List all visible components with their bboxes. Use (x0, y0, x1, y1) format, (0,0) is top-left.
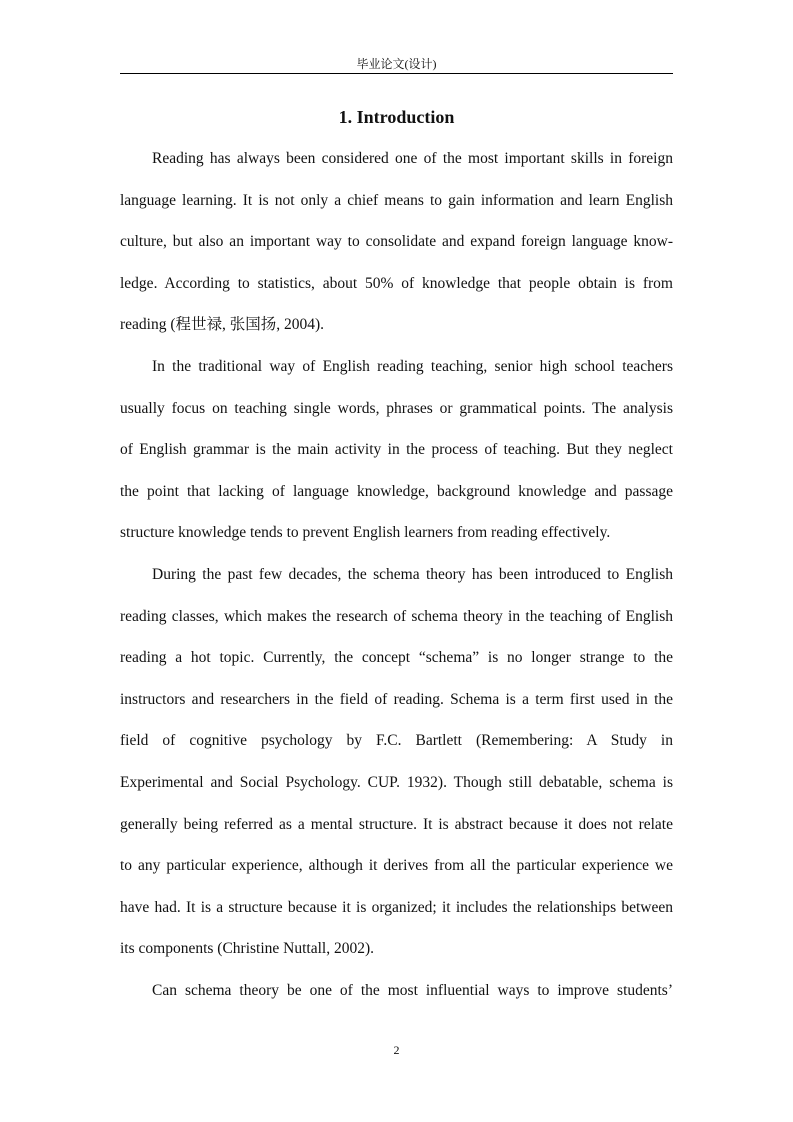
paragraph-2-line-1: In the traditional way of English reading teaching, senior high school teachers (152, 358, 673, 375)
paragraph-1-line-4: ledge. According to statistics, about 50% of knowledge that people obtain is from (120, 275, 673, 292)
paragraph-3-line-9: have had. It is a structure because it is organized; it includes the relationships between (120, 899, 673, 916)
paragraph-1-line-1: Reading has always been considered one of the most important skills in foreign (152, 150, 673, 167)
page-number: 2 (393, 1043, 400, 1057)
running-header: 毕业论文(设计) (356, 57, 437, 71)
paragraph-3-line-3: reading a hot topic. Currently, the concept “schema” is no longer strange to the (120, 649, 673, 666)
paragraph-2-line-4: the point that lacking of language knowledge, background knowledge and passage (120, 483, 673, 500)
paragraph-2-line-2: usually focus on teaching single words, phrases or grammatical points. The analysis (120, 400, 673, 417)
paragraph-3-line-10: its components (Christine Nuttall, 2002). (120, 940, 375, 957)
paragraph-2-line-5: structure knowledge tends to prevent English learners from reading effectively. (120, 524, 611, 541)
paragraph-1-line-5: reading (程世禄, 张国扬, 2004). (120, 316, 325, 333)
paragraph-3-line-1: During the past few decades, the schema theory has been introduced to English (152, 566, 673, 583)
header-rule (120, 73, 673, 74)
paragraph-3-line-5: field of cognitive psychology by F.C. Bartlett (Remembering: A Study in (120, 732, 673, 749)
paragraph-1-line-3: culture, but also an important way to consolidate and expand foreign language know- (120, 233, 673, 250)
section-title: 1. Introduction (338, 107, 455, 127)
paragraph-4-line-1: Can schema theory be one of the most influential ways to improve students’ (152, 982, 673, 999)
paragraph-3-line-7: generally being referred as a mental structure. It is abstract because it does not relate (120, 816, 673, 833)
paragraph-3-line-6: Experimental and Social Psychology. CUP. 1932). Though still debatable, schema is (120, 774, 673, 791)
paragraph-3-line-4: instructors and researchers in the field of reading. Schema is a term first used in the (120, 691, 673, 708)
paragraph-1-line-2: language learning. It is not only a chief means to gain information and learn English (120, 192, 673, 209)
paragraph-3-line-2: reading classes, which makes the research of schema theory in the teaching of English (120, 608, 673, 625)
paragraph-2-line-3: of English grammar is the main activity in the process of teaching. But they neglect (120, 441, 673, 458)
paragraph-3-line-8: to any particular experience, although it derives from all the particular experience we (120, 857, 673, 874)
